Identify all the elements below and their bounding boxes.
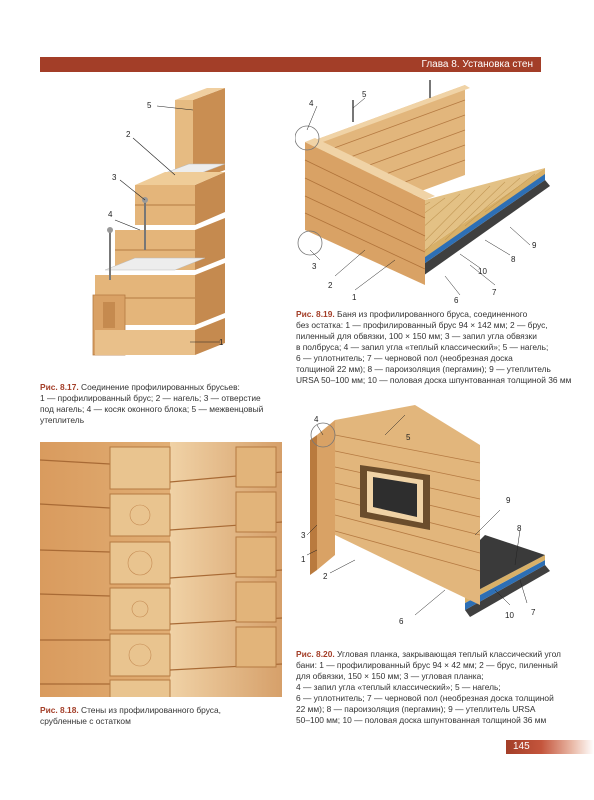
caption-line: Соединение профилированных брусьев: [81, 382, 240, 392]
fig20-callout-5: 5 [406, 433, 411, 442]
caption-line: в полбруса; 4 — запил угла «теплый классический»; 5 — нагель; [296, 342, 549, 352]
fig19-callout-6: 6 [454, 296, 459, 305]
caption-line: толщиной 22 мм); 8 — пароизоляция (пергамин); 9 — утеплитель [296, 364, 551, 374]
caption-line: утеплитель [40, 415, 85, 425]
figure-label: Рис. 8.19. [296, 309, 335, 319]
page-number-bar [506, 740, 594, 754]
figure-8-20-caption [296, 649, 561, 726]
fig17-callout-3: 3 [112, 173, 117, 182]
chapter-title: Глава 8. Установка стен [421, 59, 533, 70]
fig19-callout-8: 8 [511, 255, 516, 264]
caption-line: 22 мм); 8 — пароизоляция (пергамин); 9 — утеплитель URSA [296, 704, 536, 714]
caption-line: бани: 1 — профилированный брус 94 × 42 мм; 2 — брус, пиленный [296, 660, 558, 670]
fig20-callout-9: 9 [506, 496, 511, 505]
fig20-callout-2: 2 [323, 572, 328, 581]
caption-line: 6 — уплотнитель; 7 — черновой пол (необрезная доска [296, 353, 513, 363]
fig20-callout-4: 4 [314, 415, 319, 424]
fig20-callout-8: 8 [517, 524, 522, 533]
fig20-callout-7: 7 [531, 608, 536, 617]
figure-8-19-caption [296, 309, 572, 386]
fig19-callout-7: 7 [492, 288, 497, 297]
figure-label: Рис. 8.18. [40, 705, 79, 715]
chapter-header-bar [40, 57, 541, 72]
fig17-callout-4: 4 [108, 210, 113, 219]
caption-line: для обвязки, 150 × 150 мм; 3 — угловая планка; [296, 671, 484, 681]
fig17-callout-2: 2 [126, 130, 131, 139]
figure-8-18-photo [40, 442, 282, 697]
caption-line: URSA 50–100 мм; 10 — половая доска шпунтованная толщиной 36 мм [296, 375, 572, 385]
fig19-callout-1: 1 [352, 293, 357, 302]
caption-line: Угловая планка, закрывающая теплый классический угол [337, 649, 561, 659]
page-number: 145 [513, 741, 530, 752]
fig19-callout-3: 3 [312, 262, 317, 271]
fig17-callout-5: 5 [147, 101, 152, 110]
caption-line: 50–100 мм; 10 — половая доска шпунтованная толщиной 36 мм [296, 715, 547, 725]
caption-line: срубленные с остатком [40, 716, 131, 726]
caption-line: Баня из профилированного бруса, соединенного [337, 309, 528, 319]
fig19-callout-5: 5 [362, 90, 367, 99]
fig20-callout-6: 6 [399, 617, 404, 626]
caption-line: 1 — профилированный брус; 2 — нагель; 3 — отверстие [40, 393, 261, 403]
fig20-callout-3: 3 [301, 531, 306, 540]
fig19-callout-4: 4 [309, 99, 314, 108]
caption-line: Стены из профилированного бруса, [81, 705, 221, 715]
figure-label: Рис. 8.17. [40, 382, 79, 392]
fig20-callout-10: 10 [505, 611, 514, 620]
fig19-callout-2: 2 [328, 281, 333, 290]
caption-line: без остатка: 1 — профилированный брус 94 × 142 мм; 2 — брус, [296, 320, 548, 330]
figure-8-18-caption [40, 705, 280, 727]
figure-8-19-illustration [295, 80, 555, 305]
fig17-callout-1: 1 [219, 338, 224, 347]
figure-8-17-illustration [75, 80, 275, 380]
fig20-callout-1: 1 [301, 555, 306, 564]
caption-line: под нагель; 4 — косяк оконного блока; 5 — межвенцовый [40, 404, 264, 414]
fig19-callout-9: 9 [532, 241, 537, 250]
figure-label: Рис. 8.20. [296, 649, 335, 659]
figure-8-20-illustration [295, 405, 555, 630]
fig19-callout-10: 10 [478, 267, 487, 276]
figure-8-17-caption [40, 382, 280, 426]
caption-line: 6 — уплотнитель; 7 — черновой пол (необрезная доска толщиной [296, 693, 554, 703]
caption-line: 4 — запил угла «теплый классический»; 5 — нагель; [296, 682, 501, 692]
caption-line: пиленный для обвязки, 100 × 150 мм; 3 — запил угла обвязки [296, 331, 537, 341]
